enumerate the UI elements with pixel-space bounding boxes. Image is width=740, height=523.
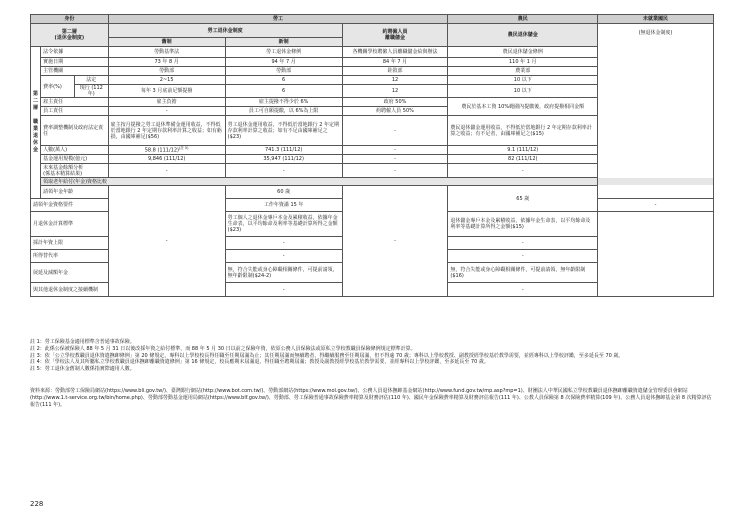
rate-statutory-label: 法定: [74, 76, 108, 85]
guarantee-private: -: [342, 116, 448, 146]
row-label-employee: 員工責任: [41, 107, 109, 116]
employer-farmer: 農民於基本工資 10%範圍內提繳後，政府提撥相同金額: [448, 98, 598, 116]
rate-stat-old: 2~15: [108, 76, 225, 85]
rate-curr-new: 6: [225, 85, 342, 98]
employer-old: 雇主負擔: [108, 98, 225, 107]
members-private: -: [342, 146, 448, 155]
employee-old: -: [108, 107, 225, 116]
employee-private: 約聘僱人員 50%: [342, 107, 448, 116]
row-label-start: 實施日期: [41, 58, 109, 67]
law-private: 各機關學校聘僱人員離職儲金給與辦法: [342, 47, 448, 58]
data-sources: 資料來源：勞動部勞工保險局網站(https://www.bli.gov.tw/)、臺灣銀行網站(http://www.bot.com.tw/)、勞動部網站(https://www.mol.gov.tw/)、公務人員退休撫卹基金網站(http://www.fund.gov.tw/mp.asp?mp=1)、財團法人中華民國私立學校教職員退休撫卹離職資遣儲金管理委員會網站(http://www.1.t-service.org.tw/bin/home.php)、勞動部勞動基金運用局網站(https://www.blf.gov.tw/)、勞動部、勞工保險普通事故保險費率精算及財務評估(110 年)、國民年金保險費率精算及財務評估報告(111 年)、公教人員保險第 8 次保險費率精算(109 年)、公務人員退休撫卹基金第 8 次精算評估報告(111 年)。: [30, 388, 712, 408]
rate-curr-farmer: 10 以下: [448, 85, 598, 98]
sec-label-cap: 採計年資上限: [31, 237, 109, 250]
start-farmer: 110 年 1 月: [448, 58, 598, 67]
fund-farmer: 82 (111/12): [448, 155, 598, 164]
law-farmer: 農民退休儲金條例: [448, 47, 598, 58]
fund-old: 9,846 (111/12): [108, 155, 225, 164]
row-label-members: 人數(萬人): [41, 146, 109, 155]
sec-new-cap: -: [225, 237, 342, 250]
header-identity: 身份: [31, 15, 109, 24]
law-old: 勞動基準法: [108, 47, 225, 58]
fund-private: -: [342, 155, 448, 164]
authority-old: 勞動部: [108, 67, 225, 76]
sec-new-calc: 勞工個人之退休金專戶本金及累積收益，依據年金生命表，以平均餘命及利率等基礎計算所得之金額($23): [225, 212, 342, 237]
row-label-rate: 費率(%): [41, 76, 75, 98]
employer-new: 雇主提撥不得少於 6%: [225, 98, 342, 107]
sec-new-eligibility: 工作年資滿 15 年: [225, 199, 342, 212]
row-label-guarantee: 費率調整機制及政府法定責任: [41, 116, 109, 146]
sec-farmer-linkage: -: [448, 283, 598, 297]
guarantee-new: 勞工退休金運用收益，不得低於當地銀行 2 年定期存款利率計算之收益；如有不足由國庫補足之($23): [225, 116, 342, 146]
deficit-private: -: [342, 164, 448, 178]
sec-new-age: 60 歲: [225, 186, 342, 199]
sec-label-age: 請領年金年齡: [41, 186, 109, 199]
deficit-farmer: -: [448, 164, 598, 178]
header-unemployed: 未就業國民: [598, 15, 714, 24]
row-label-law: 法令依據: [41, 47, 109, 58]
sec-new-replacement: -: [225, 250, 342, 263]
authority-farmer: 農業部: [448, 67, 598, 76]
start-old: 73 年 8 月: [108, 58, 225, 67]
members-old: 58.8 $(111/12)^{(註 5)}$: [108, 146, 225, 155]
guarantee-farmer: 農民退休儲金運用收益，不得低於當地銀行 2 年定期存款利率計算之收益；有不足者，由國庫補足之($15): [448, 116, 598, 146]
sec-label-calc: 月退休金計算標準: [31, 212, 109, 237]
footnote-2: 註 2：此係公保被保險人 88 年 5 月 31 日以後改採年資之給付標準，而 88 年 5 月 30 日以前之保險年資，依原公務人員保險法或原私立學校教職員保險條例規定標準計算。: [30, 345, 416, 352]
sec-old-dash: -: [108, 186, 225, 297]
header-farmer: 農民: [448, 15, 598, 24]
footnote-3: 註 3：依「公立學校教職員退休資遣撫卹條例」第 20 條規定，專科以上學校校長得任職至任期屆滿為止；其任期屆滿而無續聘者，得繼續服務至任期屆滿，但不得逾 70 歲；專科以上學校教授、副教授經學校基於教學需要，並經專科以上學校評鑑，至多延長至 70 歲。: [30, 352, 624, 359]
law-new: 勞工退休金條例: [225, 47, 342, 58]
page-number: 228: [30, 500, 44, 508]
members-new: 741.3 (111/12): [225, 146, 342, 155]
header-private-school: 約聘僱人員 離職儲金: [342, 24, 448, 47]
pension-comparison-table: [30, 14, 714, 297]
deficit-new: -: [225, 164, 342, 178]
members-farmer: 9.1 (111/12): [448, 146, 598, 155]
authority-new: 勞動部: [225, 67, 342, 76]
pillar-label: 第 二 層 職 業 退 休 金: [31, 47, 41, 199]
rate-current-label: 現行 (112 年): [74, 85, 108, 98]
sec-new-deferral: 無，符合失能或身心障礙相關條件，可提前請領，無年齡限制($24-2): [225, 263, 342, 283]
sec-label-eligibility: 請領年金資格要件: [31, 199, 109, 212]
row-label-employer: 雇主責任: [41, 98, 109, 107]
row-label-authority: 主管機關: [41, 67, 109, 76]
footnote-5: 註 5：勞工退休金舊制人數係指實際適用人數。: [30, 366, 135, 372]
footnotes: [30, 339, 714, 373]
deficit-old: -: [108, 164, 225, 178]
header-old-system: 舊制: [108, 38, 225, 47]
start-new: 94 年 7 月: [225, 58, 342, 67]
row-label-fund: 基金運用規模(億元): [41, 155, 109, 164]
employer-private: 政府 50%: [342, 98, 448, 107]
no-pension-cell: (無退休金制度): [598, 24, 714, 199]
sec-farmer-replacement: -: [448, 250, 598, 263]
rate-curr-private: 12: [342, 85, 448, 98]
rate-stat-new: 6: [225, 76, 342, 85]
header-farmer-pension: 農民退休儲金: [448, 24, 598, 47]
sec-unemployed-empty: [598, 212, 714, 297]
footnote-4: 註 4：依「學校法人及其所屬私立學校教職員退休撫卹離職資遣條例」第 16 條規定，校長應期末屆滿退，得任職至聘期屆滿；教授及副教授經學校基於教學需要，並經專科以上學校評鑑，至多延長至 70 歲。: [30, 359, 489, 366]
sec-label-replacement: 所得替代率: [31, 250, 109, 263]
header-labor-pension: 勞工退休金制度: [108, 24, 342, 38]
sec-label-deferral: 展延及減額年金: [31, 263, 109, 283]
sec-private-dash: -: [342, 186, 448, 297]
authority-private: 銓敘部: [342, 67, 448, 76]
sec-farmer-age: 65 歲: [448, 186, 598, 212]
row-label-deficit: 未來基金餘額分析 (係基本精算結果): [41, 164, 109, 178]
sec-label-linkage: 與其他退休金制度之接續機制: [31, 283, 109, 297]
sec-farmer-cap: -: [448, 237, 598, 250]
guarantee-old: 雇主按月提撥之勞工退休準備金運用收益，不得低於當地銀行 2 年定期存款利率計算之收益；如有虧損，由國庫補足($56): [108, 116, 225, 146]
header-new-system: 新制: [225, 38, 342, 47]
sec-unemployed-dash: -: [598, 199, 714, 212]
footnote-1: 註 1：勞工保險基金適用標準含普通事故保險。: [30, 339, 135, 345]
rate-stat-private: 12: [342, 76, 448, 85]
header-pillar2: 第二層 (退休金制度): [31, 24, 109, 47]
rate-curr-old: 每年 3 月底前足額提撥: [108, 85, 225, 98]
start-private: 84 年 7 月: [342, 58, 448, 67]
sec-new-linkage: -: [225, 283, 342, 297]
sec-farmer-calc: 退休儲金專戶本金及累積收益，依據年金生命表，以平均餘命及利率等基礎計算所得之金額($15): [448, 212, 598, 237]
section-title: 領取老年給付(年金)資格比較: [41, 178, 714, 186]
header-labor: 勞工: [108, 15, 448, 24]
sec-farmer-deferral: 無，符合失能或身心障礙相關條件，可提前請領，無年齡限制($16): [448, 263, 598, 283]
rate-stat-farmer: 10 以下: [448, 76, 598, 85]
employee-new: 員工可自願提繳，以 6%為上限: [225, 107, 342, 116]
fund-new: 35,947 (111/12): [225, 155, 342, 164]
